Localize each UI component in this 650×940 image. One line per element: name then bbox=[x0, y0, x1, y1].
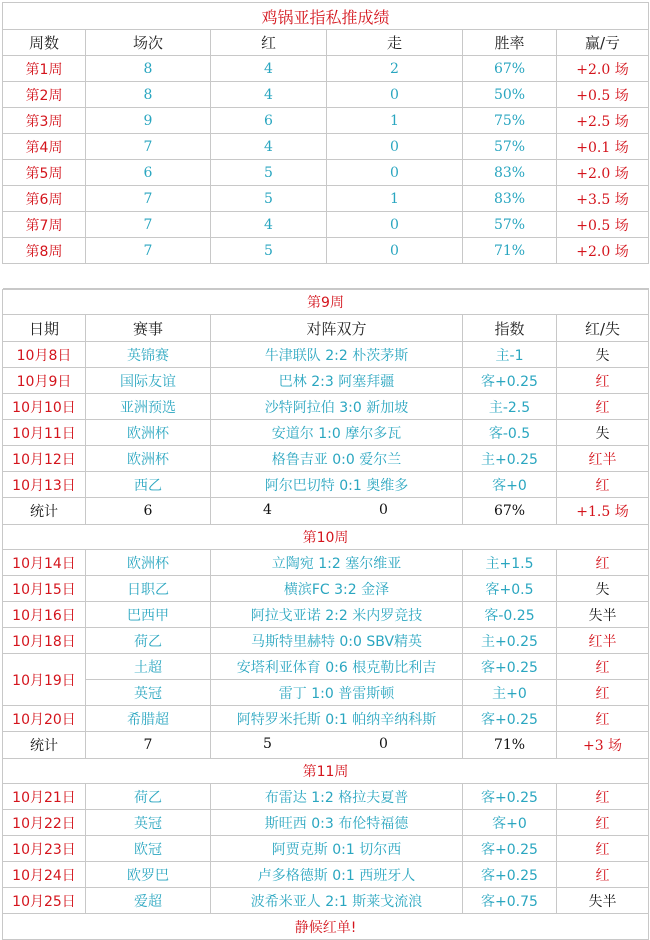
spacer-cell bbox=[3, 264, 649, 289]
handicap-odds: 客+0.75 bbox=[463, 888, 557, 914]
league-name: 希腊超 bbox=[86, 706, 211, 732]
match-date: 10月15日 bbox=[3, 576, 86, 602]
win-count: 4 bbox=[211, 134, 327, 160]
win-rate: 50% bbox=[463, 82, 557, 108]
match-result: 失 bbox=[557, 576, 649, 602]
league-name: 爱超 bbox=[86, 888, 211, 914]
handicap-odds: 客+0.25 bbox=[463, 368, 557, 394]
week-title-row bbox=[3, 290, 649, 315]
match-date: 10月22日 bbox=[3, 810, 86, 836]
match-date: 10月9日 bbox=[3, 368, 86, 394]
match-score: 布雷达 1:2 格拉夫夏普 bbox=[211, 784, 463, 810]
header-date: 日期 bbox=[3, 315, 86, 342]
match-date: 10月20日 bbox=[3, 706, 86, 732]
match-score: 横滨FC 3:2 金泽 bbox=[211, 576, 463, 602]
match-date: 10月11日 bbox=[3, 420, 86, 446]
league-name: 国际友谊 bbox=[86, 368, 211, 394]
match-score: 马斯特里赫特 0:0 SBV精英 bbox=[211, 628, 463, 654]
profit: +2.0 场 bbox=[557, 238, 649, 264]
win-count: 5 bbox=[211, 160, 327, 186]
stats-win-push bbox=[211, 498, 463, 525]
stats-push: 0 bbox=[379, 736, 388, 752]
match-score: 波希米亚人 2:1 斯莱戈流浪 bbox=[211, 888, 463, 914]
handicap-odds: 主-2.5 bbox=[463, 394, 557, 420]
win-count: 4 bbox=[211, 56, 327, 82]
match-row bbox=[3, 628, 649, 654]
match-result: 红 bbox=[557, 654, 649, 680]
handicap-odds: 客-0.5 bbox=[463, 420, 557, 446]
match-result: 红 bbox=[557, 836, 649, 862]
header-odds: 指数 bbox=[463, 315, 557, 342]
match-result: 红 bbox=[557, 862, 649, 888]
stats-games: 6 bbox=[86, 498, 211, 525]
match-result: 红 bbox=[557, 368, 649, 394]
win-count: 5 bbox=[211, 186, 327, 212]
week-label: 第5周 bbox=[3, 160, 86, 186]
summary-row bbox=[3, 56, 649, 82]
league-name: 欧罗巴 bbox=[86, 862, 211, 888]
handicap-odds: 主+0 bbox=[463, 680, 557, 706]
summary-row bbox=[3, 108, 649, 134]
header-league: 赛事 bbox=[86, 315, 211, 342]
summary-row bbox=[3, 160, 649, 186]
stats-win: 4 bbox=[263, 502, 272, 518]
profit: +0.5 场 bbox=[557, 212, 649, 238]
stats-profit: +1.5 场 bbox=[557, 498, 649, 525]
match-score: 阿特罗米托斯 0:1 帕纳辛纳科斯 bbox=[211, 706, 463, 732]
match-date: 10月14日 bbox=[3, 550, 86, 576]
header-rate: 胜率 bbox=[463, 30, 557, 56]
spacer-row bbox=[3, 264, 649, 289]
match-row bbox=[3, 706, 649, 732]
summary-row bbox=[3, 212, 649, 238]
match-row bbox=[3, 394, 649, 420]
handicap-odds: 客+0.25 bbox=[463, 862, 557, 888]
match-row bbox=[3, 784, 649, 810]
league-name: 土超 bbox=[86, 654, 211, 680]
summary-row bbox=[3, 238, 649, 264]
header-profit: 赢/亏 bbox=[557, 30, 649, 56]
match-score: 斯旺西 0:3 布伦特福德 bbox=[211, 810, 463, 836]
summary-row bbox=[3, 82, 649, 108]
match-row bbox=[3, 680, 649, 706]
handicap-odds: 主+0.25 bbox=[463, 446, 557, 472]
push-count: 0 bbox=[327, 212, 463, 238]
league-name: 欧洲杯 bbox=[86, 446, 211, 472]
handicap-odds: 客+0.25 bbox=[463, 784, 557, 810]
match-date: 10月23日 bbox=[3, 836, 86, 862]
match-row bbox=[3, 602, 649, 628]
games-count: 7 bbox=[86, 134, 211, 160]
handicap-odds: 主+1.5 bbox=[463, 550, 557, 576]
stats-row bbox=[3, 498, 649, 525]
match-result: 红 bbox=[557, 810, 649, 836]
week-label: 第2周 bbox=[3, 82, 86, 108]
push-count: 0 bbox=[327, 160, 463, 186]
win-rate: 83% bbox=[463, 186, 557, 212]
match-score: 牛津联队 2:2 朴茨茅斯 bbox=[211, 342, 463, 368]
detail-header-row bbox=[3, 315, 649, 342]
games-count: 7 bbox=[86, 238, 211, 264]
match-row bbox=[3, 576, 649, 602]
stats-rate: 71% bbox=[463, 732, 557, 759]
stats-profit: +3 场 bbox=[557, 732, 649, 759]
match-score: 阿拉戈亚诺 2:2 米内罗竞技 bbox=[211, 602, 463, 628]
week-title: 第9周 bbox=[3, 290, 649, 315]
sheet-title: 鸡锅亚指私推成绩 bbox=[3, 3, 649, 30]
league-name: 日职乙 bbox=[86, 576, 211, 602]
league-name: 欧洲杯 bbox=[86, 550, 211, 576]
match-score: 格鲁吉亚 0:0 爱尔兰 bbox=[211, 446, 463, 472]
header-win: 红 bbox=[211, 30, 327, 56]
win-count: 6 bbox=[211, 108, 327, 134]
stats-win: 5 bbox=[263, 736, 272, 752]
stats-label: 统计 bbox=[3, 732, 86, 759]
push-count: 1 bbox=[327, 108, 463, 134]
handicap-odds: 客+0 bbox=[463, 810, 557, 836]
handicap-odds: 客+0 bbox=[463, 472, 557, 498]
handicap-odds: 客-0.25 bbox=[463, 602, 557, 628]
league-name: 英锦赛 bbox=[86, 342, 211, 368]
week-label: 第1周 bbox=[3, 56, 86, 82]
league-name: 英冠 bbox=[86, 810, 211, 836]
profit: +3.5 场 bbox=[557, 186, 649, 212]
match-date: 10月18日 bbox=[3, 628, 86, 654]
stats-rate: 67% bbox=[463, 498, 557, 525]
summary-header-row bbox=[3, 30, 649, 56]
week-label: 第7周 bbox=[3, 212, 86, 238]
match-result: 红 bbox=[557, 784, 649, 810]
match-date: 10月24日 bbox=[3, 862, 86, 888]
win-rate: 75% bbox=[463, 108, 557, 134]
league-name: 亚洲预选 bbox=[86, 394, 211, 420]
match-score: 阿贾克斯 0:1 切尔西 bbox=[211, 836, 463, 862]
profit: +0.5 场 bbox=[557, 82, 649, 108]
match-score: 巴林 2:3 阿塞拜疆 bbox=[211, 368, 463, 394]
push-count: 0 bbox=[327, 134, 463, 160]
header-games: 场次 bbox=[86, 30, 211, 56]
match-score: 雷丁 1:0 普雷斯顿 bbox=[211, 680, 463, 706]
profit: +2.5 场 bbox=[557, 108, 649, 134]
handicap-odds: 客+0.25 bbox=[463, 836, 557, 862]
league-name: 欧冠 bbox=[86, 836, 211, 862]
match-result: 失 bbox=[557, 420, 649, 446]
match-date: 10月12日 bbox=[3, 446, 86, 472]
detail-table bbox=[2, 289, 649, 940]
week-label: 第6周 bbox=[3, 186, 86, 212]
stats-push: 0 bbox=[379, 502, 388, 518]
week-title-row bbox=[3, 759, 649, 784]
push-count: 0 bbox=[327, 82, 463, 108]
summary-row bbox=[3, 186, 649, 212]
profit: +2.0 场 bbox=[557, 160, 649, 186]
match-date: 10月19日 bbox=[3, 654, 86, 706]
match-row bbox=[3, 654, 649, 680]
stats-games: 7 bbox=[86, 732, 211, 759]
week-title: 第11周 bbox=[3, 759, 649, 784]
games-count: 7 bbox=[86, 186, 211, 212]
win-rate: 67% bbox=[463, 56, 557, 82]
games-count: 9 bbox=[86, 108, 211, 134]
week-label: 第3周 bbox=[3, 108, 86, 134]
match-score: 安塔利亚体育 0:6 根克勒比利吉 bbox=[211, 654, 463, 680]
match-row bbox=[3, 446, 649, 472]
match-date: 10月21日 bbox=[3, 784, 86, 810]
match-date: 10月16日 bbox=[3, 602, 86, 628]
stats-win-push bbox=[211, 732, 463, 759]
match-date: 10月8日 bbox=[3, 342, 86, 368]
win-rate: 57% bbox=[463, 134, 557, 160]
match-result: 红 bbox=[557, 550, 649, 576]
push-count: 2 bbox=[327, 56, 463, 82]
handicap-odds: 客+0.25 bbox=[463, 706, 557, 732]
week-label: 第4周 bbox=[3, 134, 86, 160]
match-date: 10月25日 bbox=[3, 888, 86, 914]
match-score: 阿尔巴切特 0:1 奥维多 bbox=[211, 472, 463, 498]
match-row bbox=[3, 810, 649, 836]
footer-row bbox=[3, 914, 649, 940]
header-week: 周数 bbox=[3, 30, 86, 56]
match-score: 立陶宛 1:2 塞尔维亚 bbox=[211, 550, 463, 576]
games-count: 8 bbox=[86, 82, 211, 108]
match-result: 红半 bbox=[557, 628, 649, 654]
match-result: 红 bbox=[557, 394, 649, 420]
week-title-row bbox=[3, 525, 649, 550]
push-count: 1 bbox=[327, 186, 463, 212]
match-score: 沙特阿拉伯 3:0 新加坡 bbox=[211, 394, 463, 420]
win-rate: 71% bbox=[463, 238, 557, 264]
match-row bbox=[3, 368, 649, 394]
match-row bbox=[3, 420, 649, 446]
league-name: 欧洲杯 bbox=[86, 420, 211, 446]
win-rate: 83% bbox=[463, 160, 557, 186]
match-result: 失半 bbox=[557, 888, 649, 914]
match-date: 10月13日 bbox=[3, 472, 86, 498]
handicap-odds: 客+0.25 bbox=[463, 654, 557, 680]
summary-row bbox=[3, 134, 649, 160]
handicap-odds: 客+0.5 bbox=[463, 576, 557, 602]
handicap-odds: 主+0.25 bbox=[463, 628, 557, 654]
match-date: 10月10日 bbox=[3, 394, 86, 420]
handicap-odds: 主-1 bbox=[463, 342, 557, 368]
match-result: 红 bbox=[557, 680, 649, 706]
match-result: 红 bbox=[557, 472, 649, 498]
match-result: 红 bbox=[557, 706, 649, 732]
win-rate: 57% bbox=[463, 212, 557, 238]
profit: +0.1 场 bbox=[557, 134, 649, 160]
match-row bbox=[3, 550, 649, 576]
games-count: 6 bbox=[86, 160, 211, 186]
header-push: 走 bbox=[327, 30, 463, 56]
push-count: 0 bbox=[327, 238, 463, 264]
win-count: 4 bbox=[211, 82, 327, 108]
league-name: 荷乙 bbox=[86, 784, 211, 810]
league-name: 西乙 bbox=[86, 472, 211, 498]
match-result: 红半 bbox=[557, 446, 649, 472]
match-row bbox=[3, 888, 649, 914]
summary-table bbox=[2, 2, 649, 289]
match-row bbox=[3, 862, 649, 888]
games-count: 8 bbox=[86, 56, 211, 82]
footer-message: 静候红单! bbox=[3, 914, 649, 940]
match-score: 卢多格德斯 0:1 西班牙人 bbox=[211, 862, 463, 888]
header-match: 对阵双方 bbox=[211, 315, 463, 342]
profit: +2.0 场 bbox=[557, 56, 649, 82]
match-result: 失 bbox=[557, 342, 649, 368]
match-result: 失半 bbox=[557, 602, 649, 628]
games-count: 7 bbox=[86, 212, 211, 238]
win-count: 4 bbox=[211, 212, 327, 238]
match-row bbox=[3, 342, 649, 368]
week-label: 第8周 bbox=[3, 238, 86, 264]
league-name: 荷乙 bbox=[86, 628, 211, 654]
week-title: 第10周 bbox=[3, 525, 649, 550]
stats-row bbox=[3, 732, 649, 759]
header-result: 红/失 bbox=[557, 315, 649, 342]
match-row bbox=[3, 836, 649, 862]
match-row bbox=[3, 472, 649, 498]
stats-label: 统计 bbox=[3, 498, 86, 525]
win-count: 5 bbox=[211, 238, 327, 264]
league-name: 巴西甲 bbox=[86, 602, 211, 628]
match-score: 安道尔 1:0 摩尔多瓦 bbox=[211, 420, 463, 446]
league-name: 英冠 bbox=[86, 680, 211, 706]
